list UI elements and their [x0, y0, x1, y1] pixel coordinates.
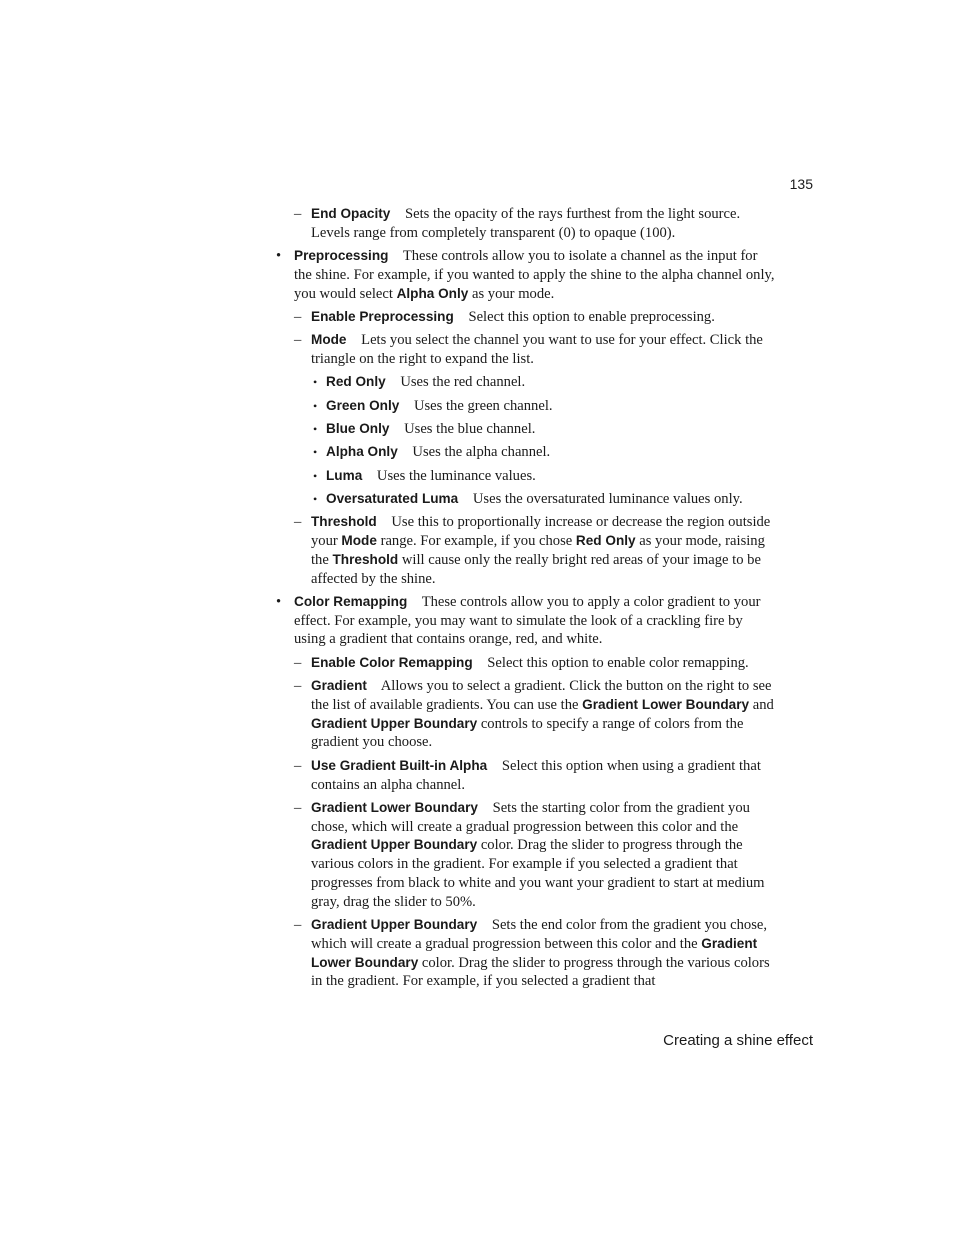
term-oversaturated-luma: Oversaturated Luma: [326, 490, 459, 506]
bullet-marker: •: [313, 375, 318, 390]
term-enable-color-remapping: Enable Color Remapping: [311, 654, 473, 670]
description: Uses the blue channel.: [404, 420, 536, 437]
description: Sets the end color from the gradient you chose, which will create a gradual progression between this color and the: [311, 917, 768, 952]
description: Sets the opacity of the rays furthest from the light source. Levels range from completely transparent (0) to opaque (100).: [311, 206, 741, 241]
list-item-gradient-lower: [276, 799, 776, 912]
bullet-marker: •: [276, 593, 282, 610]
list-item-alpha-only: [276, 443, 776, 462]
description: as your mode, raising the: [311, 532, 765, 568]
description: These controls allow you to apply a color gradient to your effect. For example, you may want to simulate the look of a crackling fire by using a gradient that contains orange, red, and white.: [294, 593, 761, 648]
description: Uses the oversaturated luminance values only.: [472, 490, 743, 507]
description: Select this option to enable color remapping.: [487, 654, 749, 671]
term-blue-only: Blue Only: [326, 420, 390, 436]
description: and: [752, 696, 774, 713]
bullet-marker: •: [313, 421, 318, 436]
term-green-only: Green Only: [326, 397, 400, 413]
description: controls to specify a range of colors from the gradient you choose.: [311, 715, 744, 751]
description: These controls allow you to isolate a channel as the input for the shine. For example, if you wanted to apply the shine to the alpha channel only, you would select: [294, 248, 775, 302]
list-item-oversaturated-luma: [276, 490, 776, 509]
dash-marker: –: [294, 678, 302, 695]
page-number: 135: [789, 176, 813, 192]
inline-term: Alpha Only: [396, 285, 469, 301]
list-item-color-remapping: [276, 593, 776, 649]
page-body: [276, 205, 776, 996]
description: Uses the red channel.: [400, 374, 526, 391]
term-gradient-upper: Gradient Upper Boundary: [311, 917, 478, 933]
description: Lets you select the channel you want to use for your effect. Click the triangle on the right to expand the list.: [311, 332, 763, 368]
inline-term: Gradient Upper Boundary: [311, 715, 478, 731]
dash-marker: –: [294, 308, 302, 325]
list-item-luma: [276, 467, 776, 486]
description: will cause only the really bright red areas of your image to be affected by the shine.: [311, 551, 761, 587]
term-gradient: Gradient: [311, 678, 367, 694]
bullet-marker: •: [313, 491, 318, 506]
dash-marker: –: [294, 206, 302, 222]
dash-marker: –: [294, 514, 302, 531]
list-item-gradient: [276, 677, 776, 752]
list-item-gradient-upper: [276, 916, 776, 991]
list-item-red-only: [276, 373, 776, 392]
description: Uses the alpha channel.: [412, 444, 551, 461]
term-use-gradient-alpha: Use Gradient Built-in Alpha: [311, 757, 488, 773]
description: color. Drag the slider to progress through the various colors in the gradient. For example, if you selected a gradient that: [311, 954, 770, 990]
description: Sets the starting color from the gradient you chose, which will create a gradual progression between this color and the: [311, 799, 750, 835]
term-preprocessing: Preprocessing: [294, 248, 389, 264]
description: Allows you to select a gradient. Click the button on the right to see the list of available gradients. You can use the: [311, 678, 772, 713]
description: Select this option when using a gradient that contains an alpha channel.: [311, 757, 761, 793]
list-item-mode: [276, 331, 776, 369]
inline-term: Red Only: [575, 532, 636, 548]
list-item-preprocessing: [276, 247, 776, 303]
inline-term: Gradient Lower Boundary: [582, 696, 750, 712]
description: Use this to proportionally increase or decrease the region outside your: [311, 514, 771, 549]
dash-marker: –: [294, 757, 302, 774]
list-item-enable-color-remapping: [276, 654, 776, 673]
list-item-green-only: [276, 397, 776, 416]
term-enable-preprocessing: Enable Preprocessing: [311, 308, 454, 324]
term-luma: Luma: [326, 467, 363, 483]
description: Uses the luminance values.: [376, 467, 536, 484]
term-threshold: Threshold: [311, 514, 377, 530]
list-item-use-gradient-alpha: [276, 757, 776, 795]
inline-term: Mode: [341, 532, 377, 548]
term-gradient-lower: Gradient Lower Boundary: [311, 799, 478, 815]
term-red-only: Red Only: [326, 374, 386, 390]
dash-marker: –: [294, 654, 302, 671]
dash-marker: –: [294, 332, 302, 349]
bullet-marker: •: [276, 248, 282, 265]
dash-marker: –: [294, 799, 302, 816]
list-item-enable-preprocessing: [276, 308, 776, 327]
bullet-marker: •: [313, 445, 318, 460]
dash-marker: –: [294, 917, 302, 934]
term-end-opacity: End Opacity: [311, 206, 391, 221]
list-item-blue-only: [276, 420, 776, 439]
inline-term: Threshold: [332, 551, 399, 567]
description: Uses the green channel.: [413, 397, 553, 414]
inline-term: Gradient Upper Boundary: [311, 837, 478, 853]
bullet-marker: •: [313, 468, 318, 483]
inline-term: Gradient Lower Boundary: [311, 935, 758, 970]
footer-section-title: Creating a shine effect: [663, 1032, 813, 1049]
term-color-remapping: Color Remapping: [294, 593, 408, 609]
list-item-end-opacity: [276, 205, 776, 243]
bullet-marker: •: [313, 398, 318, 413]
description: range. For example, if you chose: [380, 532, 573, 549]
term-alpha-only: Alpha Only: [326, 444, 398, 460]
description: Select this option to enable preprocessing.: [468, 308, 715, 325]
description: as your mode.: [471, 285, 555, 302]
term-mode: Mode: [311, 332, 347, 348]
description: color. Drag the slider to progress through the various colors in the gradient. For example if you selected a gradient that progresses from black to white and you want your gradient to start at medium gray, drag the slider to 50%.: [311, 837, 765, 910]
list-item-threshold: [276, 513, 776, 588]
